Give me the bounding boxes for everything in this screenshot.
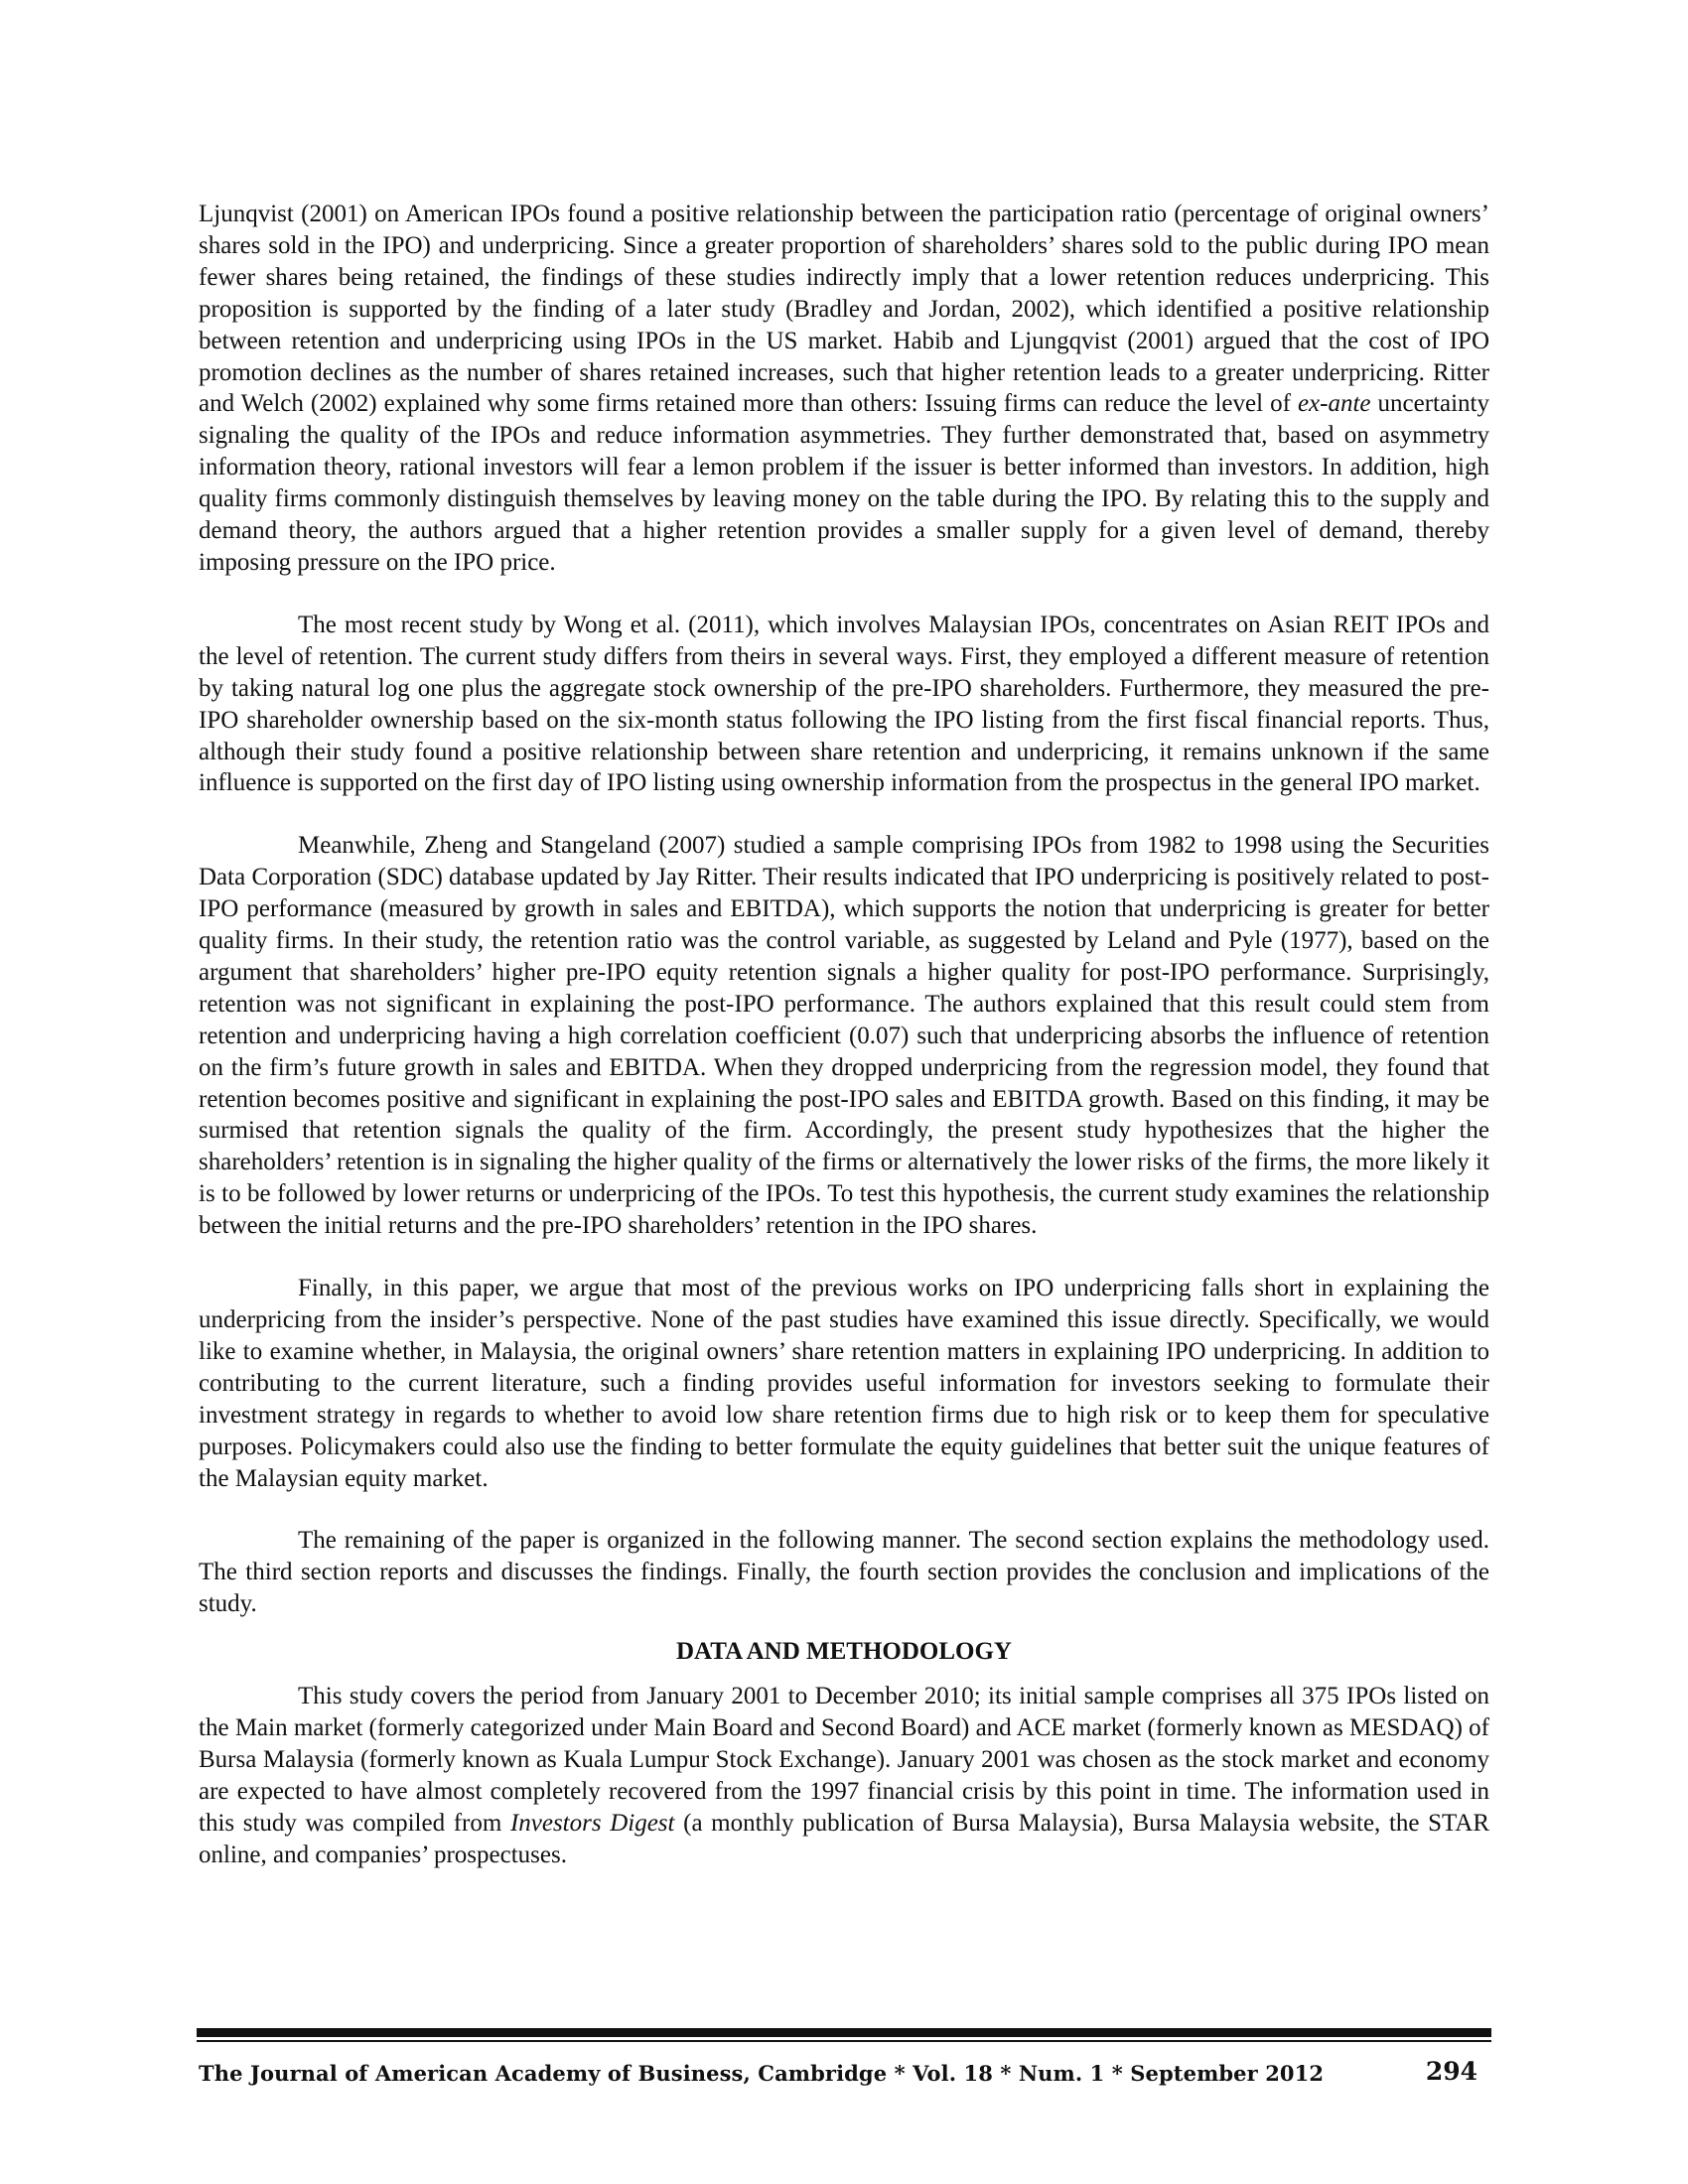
- page-number: 294: [1425, 2057, 1477, 2086]
- article-body: [199, 199, 1489, 1902]
- footer-rule-thick: [197, 2028, 1491, 2037]
- paragraph-6-italic: Investors Digest: [509, 1809, 675, 1837]
- paragraph-6-text-rest: (a monthly publication of Bursa Malaysia), Bursa Malaysia website, the STAR online, and companies’ prospectuses.: [199, 1809, 1490, 1868]
- paragraph-6-text: This study covers the period from January 2001 to December 2010; its initial sample comprises all 375 IPOs listed on the Main market (formerly categorized under Main Board and Second Board) and ACE market (formerly known as MESDAQ) of Bursa Malaysia (formerly known as Kuala Lumpur Stock Exchange). January 2001 was chosen as the stock market and economy are expected to have almost completely recovered from the 1997 financial crisis by this point in time. The information used in this study was compiled from: [199, 1683, 1489, 1837]
- paragraph-6: [199, 1681, 1489, 1870]
- paragraph-1: [199, 199, 1489, 579]
- paragraph-1-italic: ex-ante: [1297, 390, 1371, 418]
- section-heading: DATA AND METHODOLOGY: [676, 1638, 1012, 1666]
- paragraph-4: Finally, in this paper, we argue that most of the previous works on IPO underpricing falls short in explaining the underpricing from the insider’s perspective. None of the past studies have examined this issue directly. Specifically, we would like to examine whether, in Malaysia, the original owners’ share retention matters in explaining IPO underpricing. In addition to contributing to the current literature, such a finding provides useful information for investors seeking to formulate their investment strategy in regards to whether to avoid low share retention firms due to high risk or to keep them for speculative purposes. Policymakers could also use the finding to better formulate the equity guidelines that better suit the unique features of the Malaysian equity market.: [199, 1275, 1489, 1492]
- paragraph-1-text-rest: uncertainty signaling the quality of the IPOs and reduce information asymmetries. They further demonstrated that, based on asymmetry information theory, rational investors will fear a lemon problem if the issuer is better informed than investors. In addition, high quality firms commonly distinguish themselves by leaving money on the table during the IPO. By relating this to the supply and demand theory, the authors argued that a higher retention provides a smaller supply for a given level of demand, thereby imposing pressure on the IPO price.: [199, 390, 1489, 576]
- paragraph-2: The most recent study by Wong et al. (2011), which involves Malaysian IPOs, concentrates on Asian REIT IPOs and the level of retention. The current study differs from theirs in several ways. First, they employed a different measure of retention by taking natural log one plus the aggregate stock ownership of the pre-IPO shareholders. Furthermore, they measured the pre-IPO shareholder ownership based on the six-month status following the IPO listing from the first fiscal financial reports. Thus, although their study found a positive relationship between share retention and underpricing, it remains unknown if the same influence is supported on the first day of IPO listing using ownership information from the prospectus in the general IPO market.: [199, 611, 1489, 797]
- footer-rule-thin: [197, 2040, 1491, 2042]
- paragraph-5: The remaining of the paper is organized in the following manner. The second section explains the methodology used. The third section reports and discusses the findings. Finally, the fourth section provides the conclusion and implications of the study.: [199, 1527, 1489, 1618]
- paragraph-3: Meanwhile, Zheng and Stangeland (2007) studied a sample comprising IPOs from 1982 to 1998 using the Securities Data Corporation (SDC) database updated by Jay Ritter. Their results indicated that IPO underpricing is positively related to post-IPO performance (measured by growth in sales and EBITDA), which supports the notion that underpricing is greater for better quality firms. In their study, the retention ratio was the control variable, as suggested by Leland and Pyle (1977), based on the argument that shareholders’ higher pre-IPO equity retention signals a higher quality for post-IPO performance. Surprisingly, retention was not significant in explaining the post-IPO performance. The authors explained that this result could stem from retention and underpricing having a high correlation coefficient (0.07) such that underpricing absorbs the influence of retention on the firm’s future growth in sales and EBITDA. When they dropped underpricing from the regression model, they found that retention becomes positive and significant in explaining the post-IPO sales and EBITDA growth. Based on this finding, it may be surmised that retention signals the quality of the firm. Accordingly, the present study hypothesizes that the higher the shareholders’ retention is in signaling the higher quality of the firms or alternatively the lower risks of the firms, the more likely it is to be followed by lower returns or underpricing of the IPOs. To test this hypothesis, the current study examines the relationship between the initial returns and the pre-IPO shareholders’ retention in the IPO shares.: [199, 832, 1489, 1240]
- paragraph-1-text: Ljunqvist (2001) on American IPOs found a positive relationship between the participation ratio (percentage of original owners’ shares sold in the IPO) and underpricing. Since a greater proportion of shareholders’ shares sold to the public during IPO mean fewer shares being retained, the findings of these studies indirectly imply that a lower retention reduces underpricing. This proposition is supported by the finding of a later study (Bradley and Jordan, 2002), which identified a positive relationship between retention and underpricing using IPOs in the US market. Habib and Ljungqvist (2001) argued that the cost of IPO promotion declines as the number of shares retained increases, such that higher retention leads to a greater underpricing. Ritter and Welch (2002) explained why some firms retained more than others: Issuing firms can reduce the level of: [199, 201, 1489, 418]
- footer-citation: The Journal of American Academy of Business, Cambridge * Vol. 18 * Num. 1 * September 2012: [199, 2061, 1325, 2086]
